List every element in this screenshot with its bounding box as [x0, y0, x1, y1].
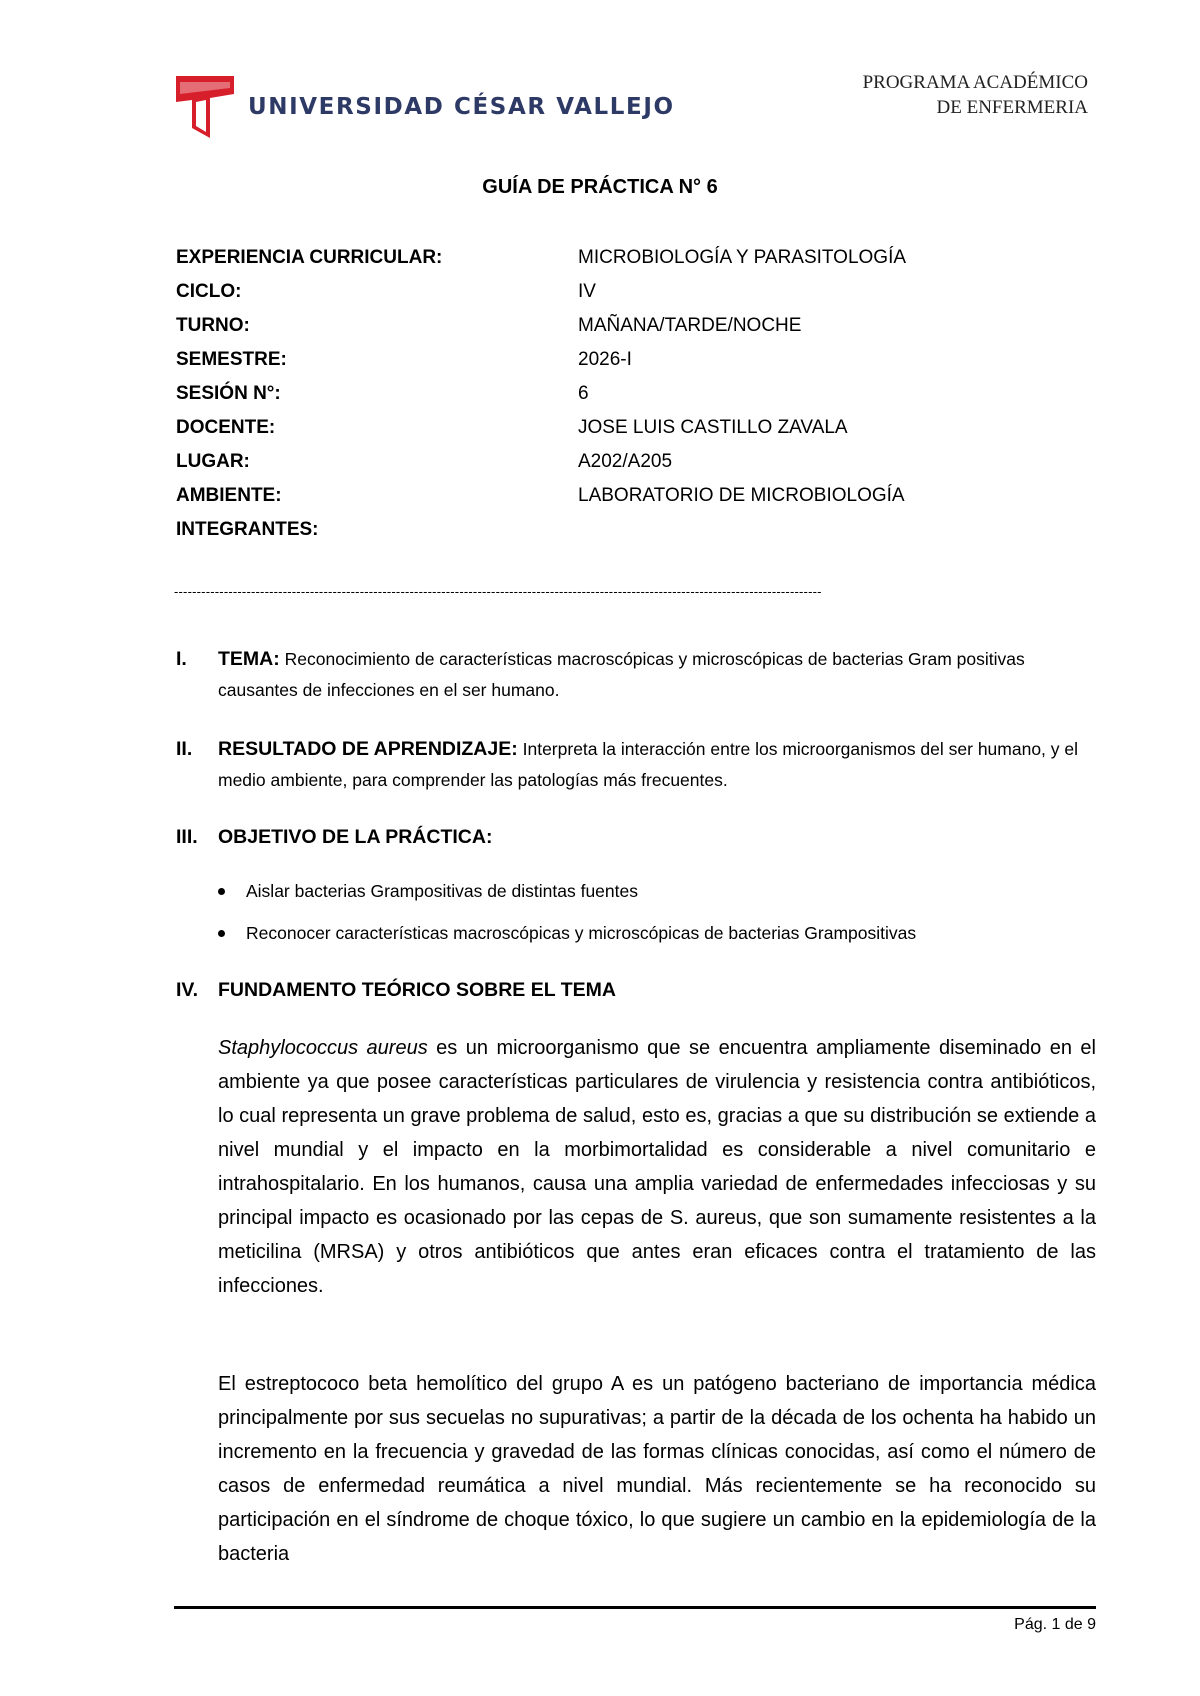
section-fundamento [176, 975, 1096, 1006]
info-row [176, 479, 1096, 513]
section-number: IV. [176, 979, 199, 1001]
list-item: Reconocer características macroscópicas y microscópicas de bacterias Grampositivas [216, 918, 1076, 960]
program-heading [863, 70, 1088, 120]
species-name: Staphylococcus aureus [218, 1037, 428, 1059]
section-resultado [176, 734, 1096, 796]
info-label: INTEGRANTES: [176, 519, 319, 540]
info-row [176, 411, 1096, 445]
section-text: Reconocimiento de características macroscópicas y microscópicas de bacterias Gram positivas causantes de infecciones en el ser humano. [218, 649, 1025, 700]
section-number: III. [176, 826, 198, 848]
section-number: I. [176, 648, 187, 670]
page-number: Pág. 1 de 9 [1014, 1616, 1096, 1633]
info-value: LABORATORIO DE MICROBIOLOGÍA [578, 485, 905, 506]
footer-rule [174, 1606, 1096, 1609]
info-row [176, 377, 1096, 411]
section-text: Interpreta la interacción entre los microorganismos del ser humano, y el medio ambiente, para comprender las patologías más frecuentes. [218, 739, 1079, 790]
info-row [176, 445, 1096, 479]
section-heading: OBJETIVO DE LA PRÁCTICA: [218, 826, 493, 848]
university-logo [176, 76, 675, 138]
info-value: 2026-I [578, 349, 632, 370]
section-number: II. [176, 738, 193, 760]
info-row [176, 513, 1096, 547]
section-heading: RESULTADO DE APRENDIZAJE: [218, 738, 518, 760]
info-label: AMBIENTE: [176, 485, 282, 506]
logo-wordmark: UNIVERSIDAD CÉSAR VALLEJO [248, 94, 675, 120]
dashed-separator: ----------------------------------------------------------------------------------------------------------------------------------------------- [174, 584, 822, 599]
info-label: EXPERIENCIA CURRICULAR: [176, 247, 443, 268]
info-label: LUGAR: [176, 451, 250, 472]
section-heading: TEMA: [218, 648, 280, 670]
info-label: TURNO: [176, 315, 250, 336]
section-tema [176, 644, 1096, 706]
list-item: Aislar bacterias Grampositivas de distintas fuentes [216, 876, 1076, 918]
paragraph-streptococcus: El estreptococo beta hemolítico del grupo A es un patógeno bacteriano de importancia médica principalmente por sus secuelas no supurativas; a partir de la década de los ochenta ha habido un incremento en la frecuencia y gravedad de las formas clínicas conocidas, así como el número de casos de enfermedad reumática a nivel mundial. Más recientemente se ha reconocido su participación en el síndrome de choque tóxico, lo que sugiere un cambio en la epidemiología de la bacteria [218, 1373, 1096, 1565]
info-label: SEMESTRE: [176, 349, 287, 370]
objectives-list [216, 876, 1076, 960]
info-label: SESIÓN N°: [176, 383, 281, 404]
ucv-logo-icon [176, 76, 234, 138]
info-value: MICROBIOLOGÍA Y PARASITOLOGÍA [578, 247, 907, 268]
info-label: CICLO: [176, 281, 242, 302]
section-objetivo [176, 822, 1096, 853]
info-value: MAÑANA/TARDE/NOCHE [578, 315, 802, 336]
info-row [176, 275, 1096, 309]
info-row [176, 241, 1096, 275]
paragraph-staphylococcus [218, 1031, 1096, 1303]
info-row [176, 309, 1096, 343]
info-value: IV [578, 281, 596, 302]
program-line-1: PROGRAMA ACADÉMICO [862, 72, 1088, 93]
info-table [176, 241, 1096, 547]
section-heading: FUNDAMENTO TEÓRICO SOBRE EL TEMA [218, 979, 616, 1001]
info-value: 6 [578, 383, 589, 404]
paragraph-text: es un microorganismo que se encuentra ampliamente diseminado en el ambiente ya que posee características particulares de virulencia y resistencia contra antibióticos, lo cual representa un grave problema de salud, esto es, gracias a que su distribución se extiende a nivel mundial y el impacto en la morbimortalidad es considerable a nivel comunitario e intrahospitalario. En los humanos, causa una amplia variedad de enfermedades infecciosas y su principal impacto es ocasionado por las cepas de S. aureus, que son sumamente resistentes a la meticilina (MRSA) y otros antibióticos que antes eran eficaces contra el tratamiento de las infecciones. [218, 1037, 1096, 1297]
info-value: A202/A205 [578, 451, 673, 472]
info-row [176, 343, 1096, 377]
program-line-2: DE ENFERMERIA [936, 97, 1088, 118]
info-value: JOSE LUIS CASTILLO ZAVALA [578, 417, 848, 438]
document-title: GUÍA DE PRÁCTICA N° 6 [482, 176, 718, 198]
info-label: DOCENTE: [176, 417, 276, 438]
